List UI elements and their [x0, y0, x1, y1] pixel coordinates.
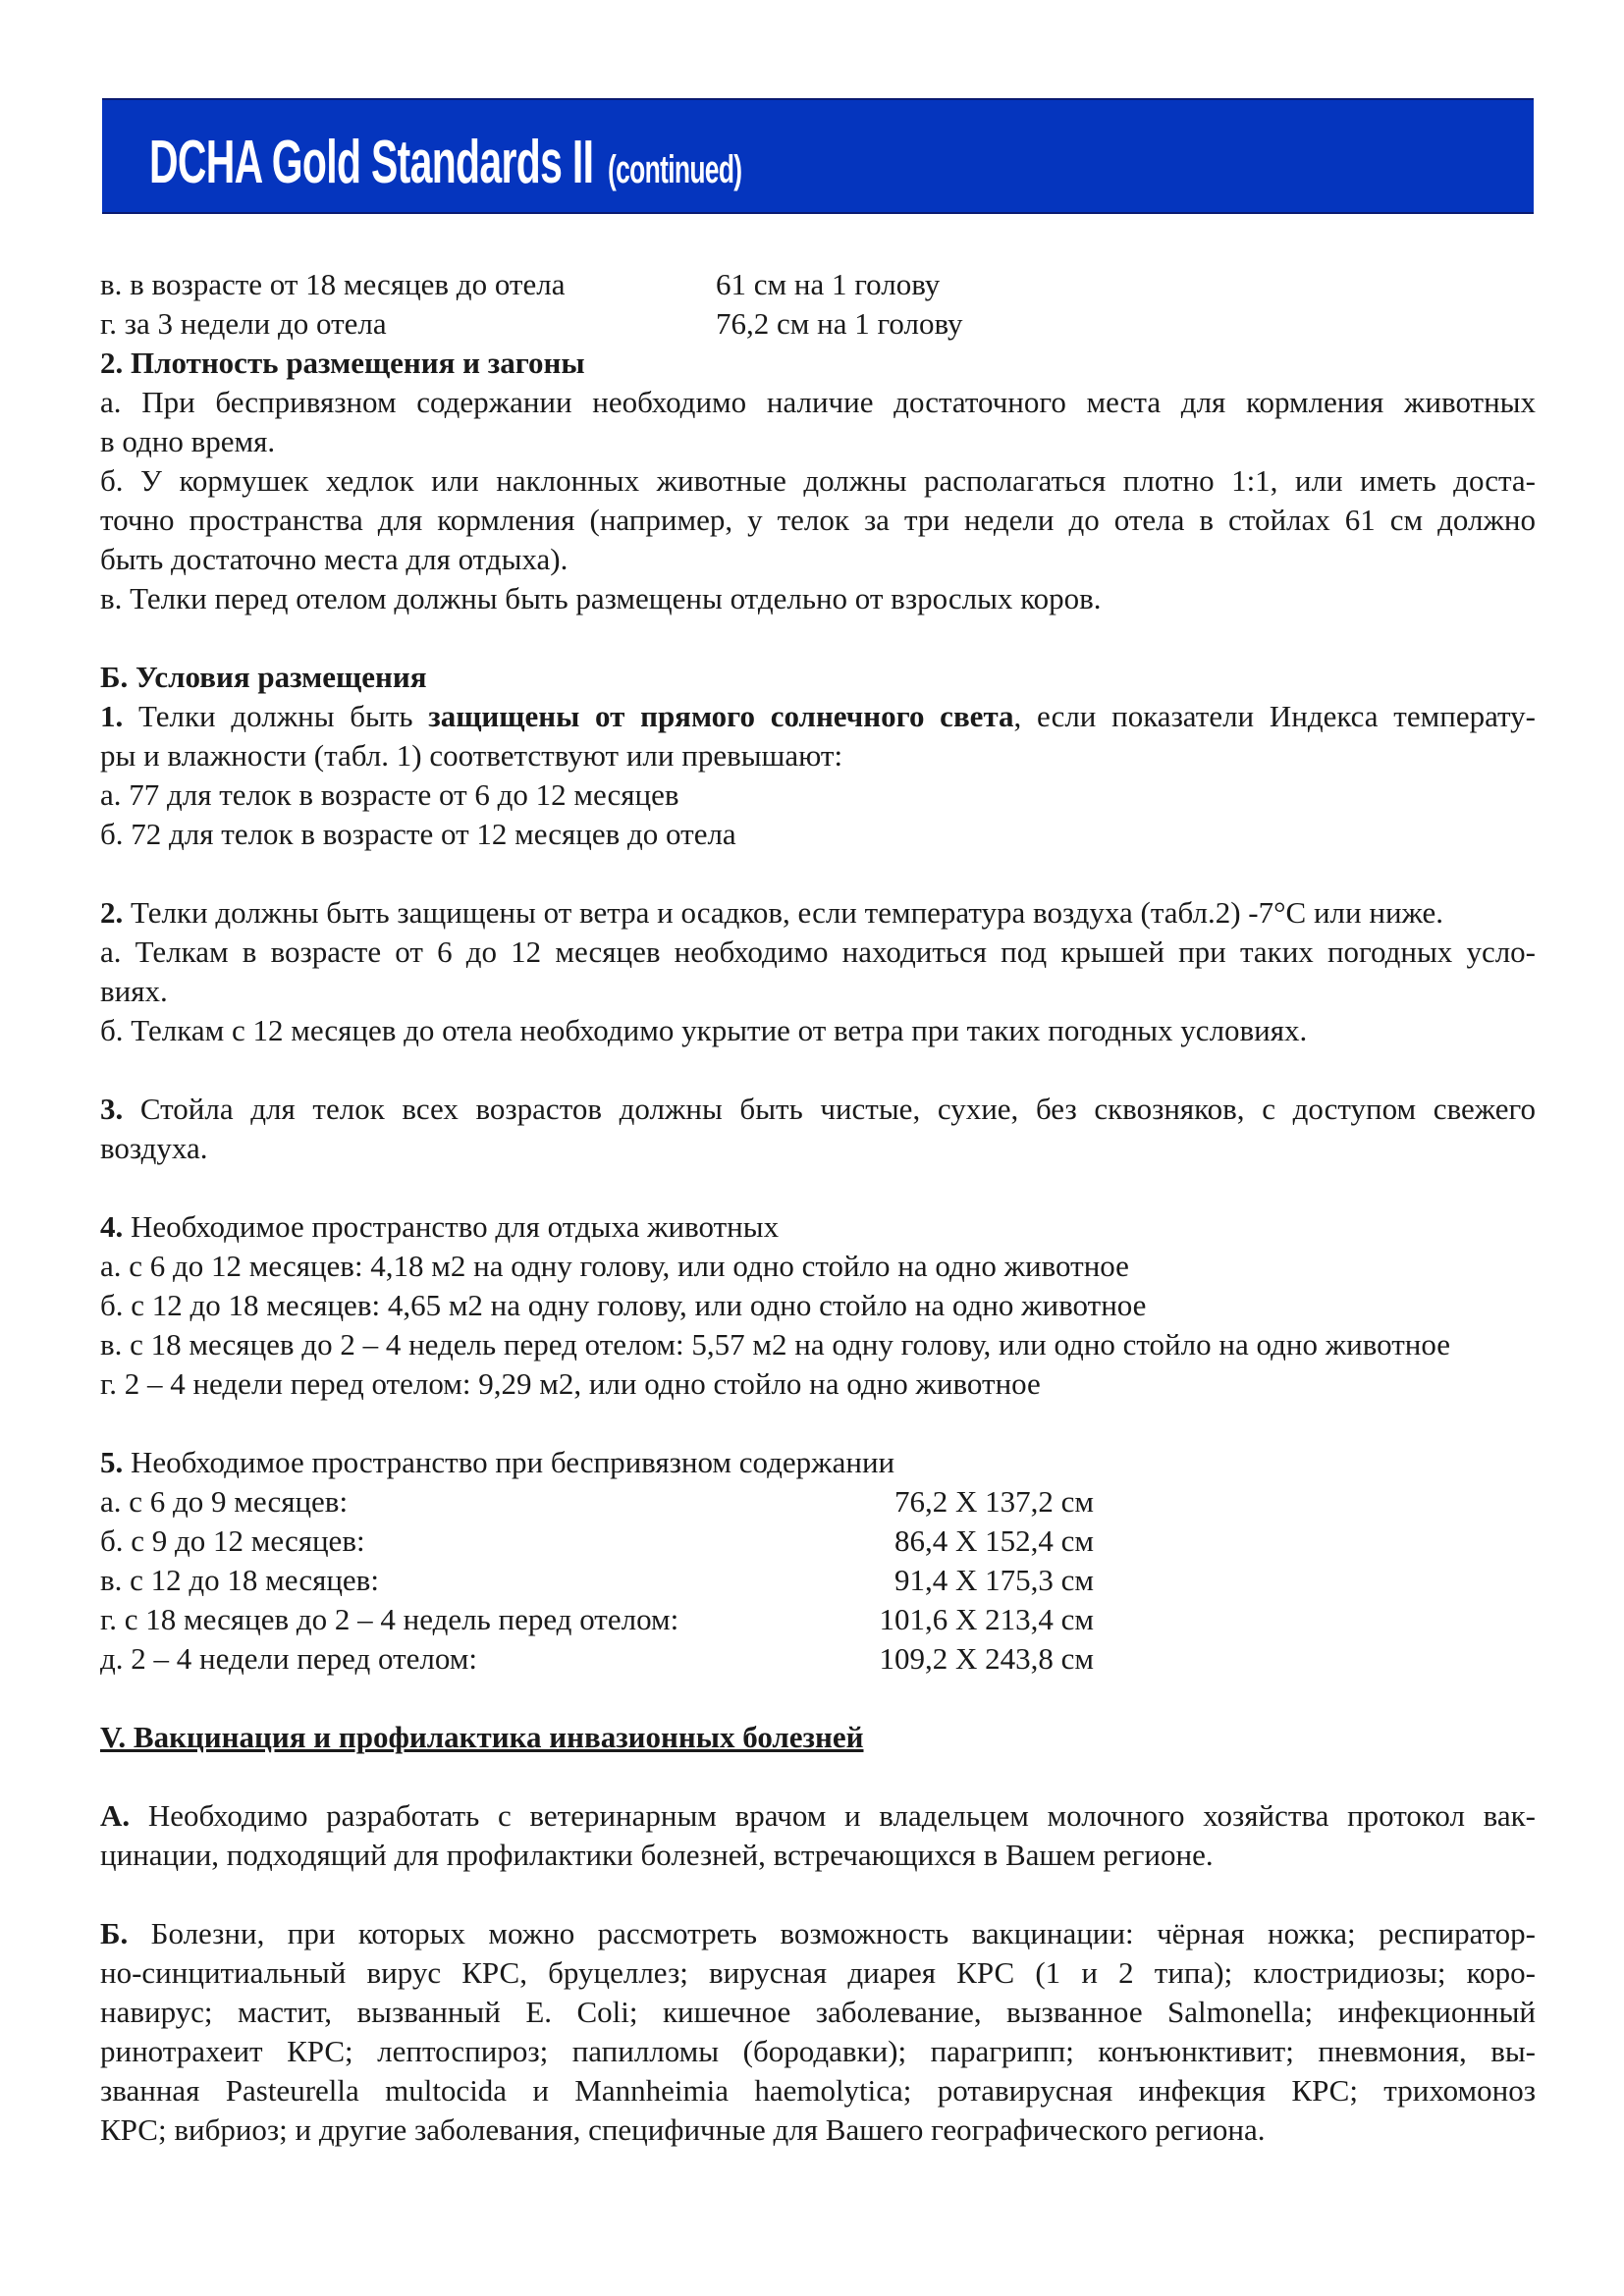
- page-title-main: DCHA Gold Standards II: [149, 129, 594, 196]
- vaccination-b-line: званная Pasteurella multocida и Mannheimia haemolytica; ротавирусная инфекция КРС; трихомоноз: [100, 2073, 1536, 2108]
- housing-p3-text: Стойла для телок всех возрастов должны быть чистые, сухие, без сквозняков, с доступом свежего: [123, 1092, 1536, 1126]
- table-row-value: 86,4 Х 152,4 см: [893, 1523, 1094, 1558]
- housing-p1-number: 1.: [100, 699, 124, 733]
- list-item: б. с 12 до 18 месяцев: 4,65 м2 на одну голову, или одно стойло на одно животное: [100, 1288, 1147, 1322]
- list-item: а. с 6 до 12 месяцев: 4,18 м2 на одну голову, или одно стойло на одно животное: [100, 1249, 1129, 1283]
- housing-heading: Б. Условия размещения: [100, 660, 427, 694]
- table-row-value: 76,2 Х 137,2 см: [893, 1484, 1094, 1519]
- housing-p4-heading: [100, 1207, 1536, 1247]
- table-row-label: в. с 12 до 18 месяцев:: [100, 1563, 379, 1597]
- table-row: [100, 1522, 1536, 1561]
- table-row-label: д. 2 – 4 недели перед отелом:: [100, 1641, 478, 1676]
- table-row-label: б. с 9 до 12 месяцев:: [100, 1523, 365, 1558]
- table-row: [100, 1561, 1536, 1600]
- housing-p1-line: [100, 697, 1536, 736]
- housing-p2-number: 2.: [100, 895, 124, 930]
- space-row-label: г. за 3 недели до отела: [100, 306, 387, 341]
- vaccination-b-line: но-синцитиальный вирус КРС, бруцеллез; вирусная диарея КРС (1 и 2 типа); клостридиозы; коро-: [100, 1955, 1536, 1990]
- vaccination-b-line: [100, 1914, 1536, 1953]
- housing-p1-emphasis: защищены от прямого солнечного света: [428, 699, 1014, 733]
- housing-p2-text: Телки должны быть защищены от ветра и осадков, если температура воздуха (табл.2) -7°C или ниже.: [123, 895, 1444, 930]
- vaccination-b-line: КРС; вибриоз; и другие заболевания, специфичные для Вашего географического региона.: [100, 2112, 1266, 2147]
- table-row-label: г. с 18 месяцев до 2 – 4 недель перед отелом:: [100, 1602, 679, 1636]
- housing-p1-line: ры и влажности (табл. 1) соответствуют или превышают:: [100, 738, 843, 773]
- vaccination-b-number: Б.: [100, 1916, 129, 1950]
- vaccination-b-line: навирус; мастит, вызванный E. Coli; кишечное заболевание, вызванное Salmonella; инфекционный: [100, 1995, 1536, 2029]
- table-row-value: 109,2 Х 243,8 см: [879, 1641, 1094, 1676]
- vaccination-a-line: [100, 1796, 1536, 1836]
- table-row: [100, 1639, 1536, 1679]
- housing-p2-line: [100, 893, 1536, 933]
- space-row: [100, 265, 1536, 304]
- housing-p4-text: Необходимое пространство для отдыха животных: [123, 1209, 780, 1244]
- list-item: г. 2 – 4 недели перед отелом: 9,29 м2, или одно стойло на одно животное: [100, 1366, 1041, 1401]
- list-item: в. с 18 месяцев до 2 – 4 недель перед отелом: 5,57 м2 на одну голову, или одно стойло на одно животное: [100, 1327, 1450, 1362]
- density-item-c: в. Телки перед отелом должны быть размещены отдельно от взрослых коров.: [100, 581, 1102, 615]
- page-title: [149, 130, 741, 203]
- vaccination-b-line: ринотрахеит КРС; лептоспироз; папилломы (бородавки); парагрипп; конъюнктивит; пневмония, вы-: [100, 2034, 1536, 2068]
- housing-p3-number: 3.: [100, 1092, 124, 1126]
- space-row-value: 61 см на 1 голову: [716, 267, 941, 301]
- housing-p5-number: 5.: [100, 1445, 124, 1479]
- density-item-b-line: быть достаточно места для отдыха).: [100, 542, 568, 576]
- density-item-b-line: точно пространства для кормления (например, у телок за три недели до отела в стойлах 61 см должно: [100, 503, 1536, 537]
- housing-p2-item-a-line: а. Телкам в возрасте от 6 до 12 месяцев необходимо находиться под крышей при таких погодных усло-: [100, 934, 1536, 969]
- density-item-a-line: в одно время.: [100, 424, 276, 458]
- table-row-value: 91,4 Х 175,3 см: [893, 1563, 1094, 1597]
- housing-p1-item-b: б. 72 для телок в возрасте от 12 месяцев до отела: [100, 817, 736, 851]
- header-banner: [102, 98, 1534, 214]
- vaccination-a-line: цинации, подходящий для профилактики болезней, встречающихся в Вашем регионе.: [100, 1838, 1214, 1872]
- space-row: [100, 304, 1536, 344]
- housing-p3-line: воздуха.: [100, 1131, 208, 1165]
- table-row-label: а. с 6 до 9 месяцев:: [100, 1484, 349, 1519]
- housing-p1-text: Телки должны быть: [123, 699, 429, 733]
- density-item-b-line: б. У кормушек хедлок или наклонных животные должны располагаться плотно 1:1, или иметь доста-: [100, 463, 1536, 498]
- housing-p2-item-a-line: виях.: [100, 974, 168, 1008]
- housing-p3-line: [100, 1090, 1536, 1129]
- housing-p4-number: 4.: [100, 1209, 124, 1244]
- space-row-value: 76,2 см на 1 голову: [716, 306, 963, 341]
- vaccination-heading: V. Вакцинация и профилактика инвазионных болезней: [100, 1720, 864, 1754]
- housing-p2-item-b: б. Телкам с 12 месяцев до отела необходимо укрытие от ветра при таких погодных условиях.: [100, 1013, 1308, 1047]
- housing-p5-text: Необходимое пространство при беспривязном содержании: [123, 1445, 895, 1479]
- vaccination-a-number: А.: [100, 1798, 131, 1833]
- housing-p1-text: , если показатели Индекса температу-: [1013, 699, 1536, 733]
- table-row-value: 101,6 Х 213,4 см: [879, 1602, 1094, 1636]
- density-item-a-line: а. При беспривязном содержании необходимо наличие достаточного места для кормления животных: [100, 385, 1536, 419]
- space-row-label: в. в возрасте от 18 месяцев до отела: [100, 267, 566, 301]
- table-row: [100, 1600, 1536, 1639]
- table-row: [100, 1482, 1536, 1522]
- density-heading: 2. Плотность размещения и загоны: [100, 346, 585, 380]
- housing-p1-item-a: а. 77 для телок в возрасте от 6 до 12 месяцев: [100, 777, 679, 812]
- vaccination-a-text: Необходимо разработать с ветеринарным врачом и владельцем молочного хозяйства протокол вак-: [130, 1798, 1536, 1833]
- page-title-subtitle: (continued): [607, 148, 742, 191]
- housing-p5-heading: [100, 1443, 1536, 1482]
- vaccination-b-text: Болезни, при которых можно рассмотреть возможность вакцинации: чёрная ножка; респиратор-: [128, 1916, 1536, 1950]
- document-body: [100, 265, 1536, 2150]
